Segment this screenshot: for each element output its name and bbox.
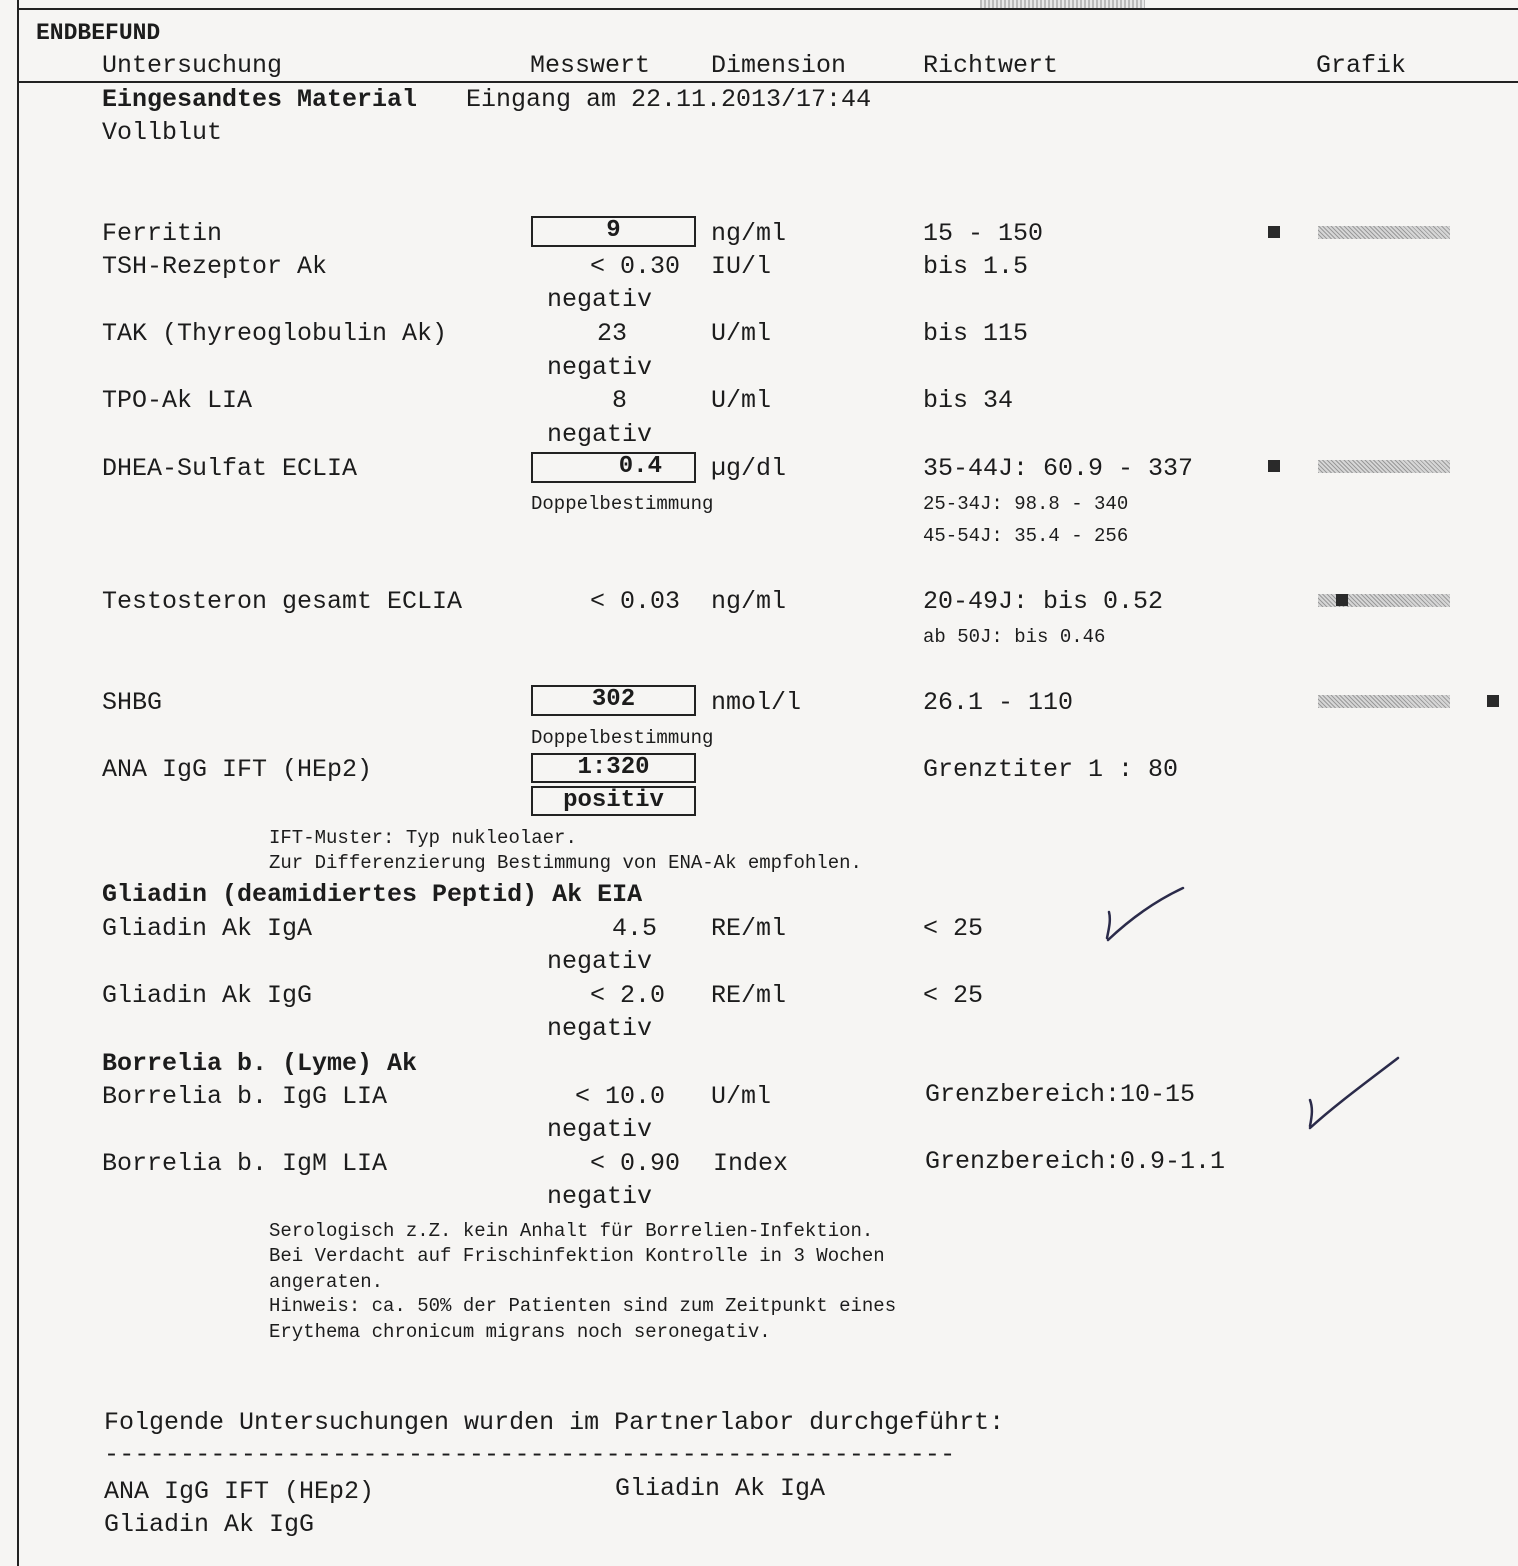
result-note: negativ (547, 285, 653, 314)
material-type: Vollblut (102, 118, 223, 147)
result-ref-secondary: ab 50J: bis 0.46 (923, 626, 1106, 648)
partner-item: Gliadin Ak IgG (104, 1510, 315, 1539)
result-value: < 0.30 (589, 252, 680, 281)
result-value: 8 (612, 386, 628, 415)
result-unit: ng/ml (711, 587, 787, 616)
result-value: < 2.0 (589, 981, 665, 1010)
result-value: < 0.03 (589, 587, 680, 616)
handwritten-check-icon (1298, 1050, 1408, 1140)
result-note: negativ (547, 1014, 653, 1043)
result-unit: RE/ml (711, 914, 787, 943)
material-eingang: Eingang am 22.11.2013/17:44 (466, 85, 872, 114)
result-ref: Grenzbereich:10-15 (925, 1080, 1196, 1109)
result-name: DHEA-Sulfat ECLIA (102, 454, 358, 483)
col-grafik: Grafik (1316, 51, 1407, 80)
result-name: Borrelia b. IgG LIA (102, 1082, 388, 1111)
result-unit: RE/ml (711, 981, 787, 1010)
result-value: 23 (597, 319, 628, 348)
result-name: SHBG (102, 688, 163, 717)
result-ref-secondary: 45-54J: 35.4 - 256 (923, 525, 1129, 547)
section-heading: Gliadin (deamidiertes Peptid) Ak EIA (102, 880, 643, 909)
result-note: Doppelbestimmung (531, 493, 714, 515)
header-rule (17, 81, 1518, 83)
top-hatched-box (980, 0, 1145, 8)
result-ref: 20-49J: bis 0.52 (923, 587, 1164, 616)
borrelia-comment: angeraten. (269, 1271, 384, 1293)
result-value-flagged: positiv (531, 786, 696, 816)
borrelia-comment: Hinweis: ca. 50% der Patienten sind zum Zeitpunkt eines (269, 1295, 897, 1317)
result-note: Doppelbestimmung (531, 727, 714, 749)
grafik-marker (1268, 226, 1280, 238)
result-ref: < 25 (923, 981, 984, 1010)
result-value: < 10.0 (574, 1082, 665, 1111)
result-note: negativ (547, 420, 653, 449)
result-name: Gliadin Ak IgG (102, 981, 313, 1010)
grafik-range-bar (1318, 695, 1450, 708)
result-ref: bis 34 (923, 386, 1014, 415)
ana-comment: Zur Differenzierung Bestimmung von ENA-Ak empfohlen. (269, 852, 862, 874)
grafik-range-bar (1318, 460, 1450, 473)
col-messwert: Messwert (530, 51, 651, 80)
result-value-flagged: 9 (531, 216, 696, 247)
grafik-range-bar (1318, 226, 1450, 239)
grafik-marker (1336, 594, 1348, 606)
result-unit: µg/dl (711, 454, 787, 483)
result-unit: ng/ml (711, 219, 787, 248)
partner-item: ANA IgG IFT (HEp2) (104, 1477, 375, 1506)
result-ref: 26.1 - 110 (923, 688, 1074, 717)
partner-item: Gliadin Ak IgA (615, 1474, 826, 1503)
grafik-marker (1268, 460, 1280, 472)
result-name: Gliadin Ak IgA (102, 914, 313, 943)
result-value-flagged: 0.4 (531, 452, 696, 483)
result-unit: nmol/l (711, 688, 802, 717)
result-ref: bis 115 (923, 319, 1029, 348)
result-ref: Grenztiter 1 : 80 (923, 755, 1179, 784)
grafik-marker (1487, 695, 1499, 707)
report-title: ENDBEFUND (36, 20, 161, 46)
result-value-flagged: 1:320 (531, 753, 696, 783)
result-unit: Index (713, 1149, 789, 1178)
result-ref: 35-44J: 60.9 - 337 (923, 454, 1194, 483)
result-unit: U/ml (711, 1082, 772, 1111)
result-ref: < 25 (923, 914, 984, 943)
partner-heading: Folgende Untersuchungen wurden im Partnerlabor durchgeführt: (104, 1408, 1005, 1437)
result-note: negativ (547, 1182, 653, 1211)
section-heading: Borrelia b. (Lyme) Ak (102, 1049, 418, 1078)
partner-divider: -------------------------------------------------------- (104, 1440, 956, 1469)
borrelia-comment: Bei Verdacht auf Frischinfektion Kontrolle in 3 Wochen (269, 1245, 885, 1267)
col-richtwert: Richtwert (923, 51, 1059, 80)
result-ref: 15 - 150 (923, 219, 1044, 248)
result-note: negativ (547, 1115, 653, 1144)
result-note: negativ (547, 947, 653, 976)
borrelia-comment: Serologisch z.Z. kein Anhalt für Borrelien-Infektion. (269, 1220, 874, 1242)
col-untersuchung: Untersuchung (102, 51, 283, 80)
result-value: < 0.90 (589, 1149, 680, 1178)
result-name: Testosteron gesamt ECLIA (102, 587, 463, 616)
col-dimension: Dimension (711, 51, 847, 80)
result-value-flagged: 302 (531, 685, 696, 716)
result-ref: bis 1.5 (923, 252, 1029, 281)
result-ref: Grenzbereich:0.9-1.1 (925, 1147, 1226, 1176)
result-unit: U/ml (711, 386, 772, 415)
ana-comment: IFT-Muster: Typ nukleolaer. (269, 827, 577, 849)
result-ref-secondary: 25-34J: 98.8 - 340 (923, 493, 1129, 515)
result-name: TPO-Ak LIA (102, 386, 253, 415)
result-value: 4.5 (612, 914, 658, 943)
borrelia-comment: Erythema chronicum migrans noch seronegativ. (269, 1321, 771, 1343)
result-name: Ferritin (102, 219, 223, 248)
top-rule (17, 8, 1518, 10)
left-border (17, 0, 19, 1566)
handwritten-check-icon (1095, 880, 1195, 960)
result-name: ANA IgG IFT (HEp2) (102, 755, 373, 784)
material-label: Eingesandtes Material (102, 85, 418, 114)
result-unit: U/ml (711, 319, 772, 348)
result-unit: IU/l (711, 252, 772, 281)
result-name: TSH-Rezeptor Ak (102, 252, 328, 281)
result-name: TAK (Thyreoglobulin Ak) (102, 319, 448, 348)
result-note: negativ (547, 353, 653, 382)
result-name: Borrelia b. IgM LIA (102, 1149, 388, 1178)
